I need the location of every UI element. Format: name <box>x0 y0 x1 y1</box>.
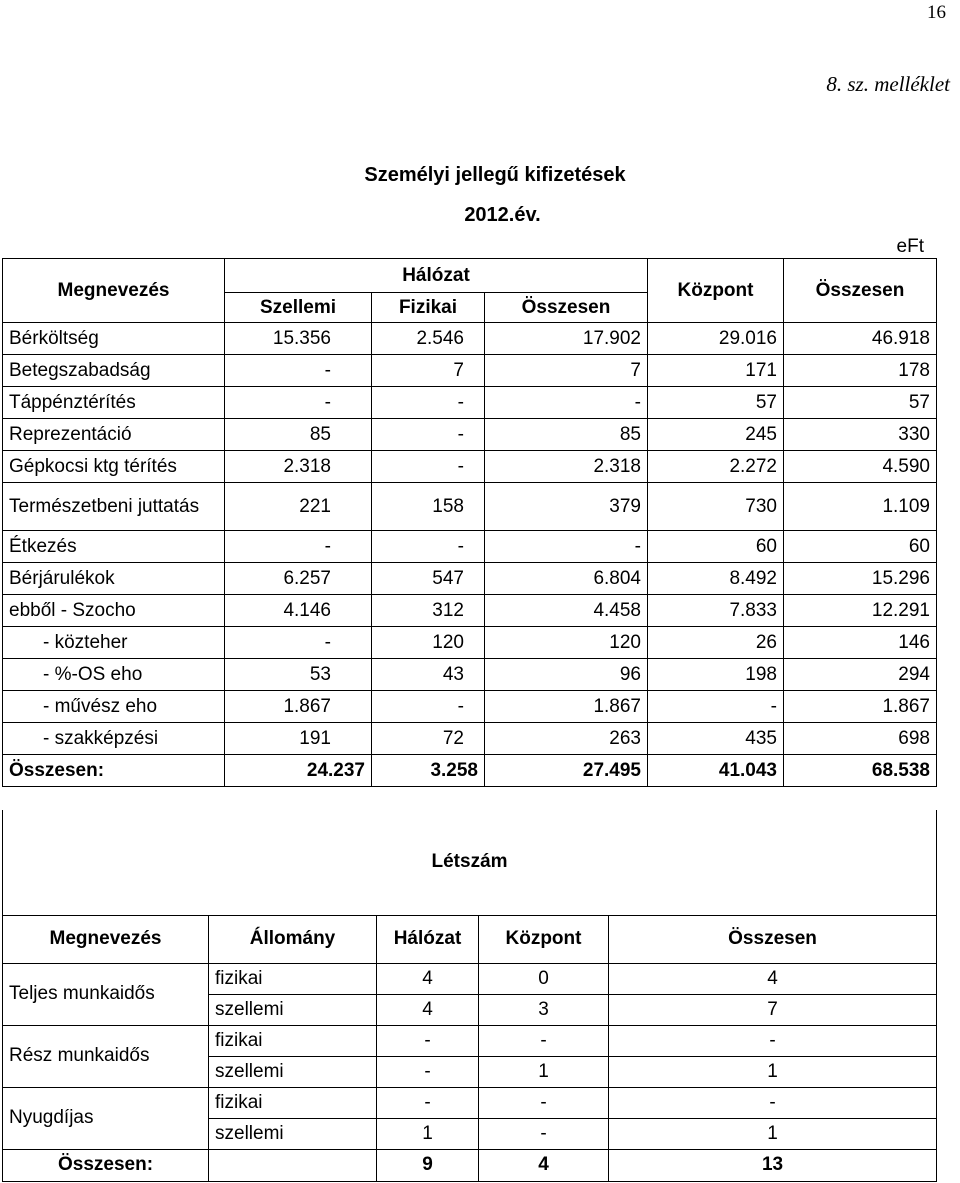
row-szellemi: 53 <box>225 659 372 691</box>
row-center: 245 <box>648 419 784 451</box>
row-name: Reprezentáció <box>3 419 225 451</box>
row-total: 60 <box>784 531 937 563</box>
row-network-total: 2.318 <box>485 451 648 483</box>
document-year: 2012.év. <box>464 204 541 226</box>
row-center: 8.492 <box>648 563 784 595</box>
row-name: - szakképzési <box>3 723 225 755</box>
hc-network: - <box>377 1025 479 1056</box>
hc-center: - <box>479 1087 609 1118</box>
row-center: 57 <box>648 387 784 419</box>
headcount-row <box>3 1025 937 1056</box>
headcount-title: Létszám <box>3 810 937 915</box>
header-network-total: Összesen <box>485 293 648 323</box>
row-center: 435 <box>648 723 784 755</box>
total-network: 27.495 <box>485 755 648 787</box>
hc-center: 1 <box>479 1056 609 1087</box>
row-center: 730 <box>648 483 784 531</box>
row-total: 178 <box>784 355 937 387</box>
header-network: Hálózat <box>225 259 648 293</box>
payments-row <box>3 563 937 595</box>
header-total: Összesen <box>784 259 937 323</box>
row-fizikai: - <box>372 387 485 419</box>
hc-total: 1 <box>609 1056 937 1087</box>
hc-header-network: Hálózat <box>377 915 479 963</box>
payments-row <box>3 659 937 691</box>
hc-type: szellemi <box>209 1118 377 1149</box>
row-total: 57 <box>784 387 937 419</box>
hc-total-center: 4 <box>479 1149 609 1181</box>
row-szellemi: 4.146 <box>225 595 372 627</box>
headcount-row <box>3 1087 937 1118</box>
row-total: 146 <box>784 627 937 659</box>
row-name: - %-OS eho <box>3 659 225 691</box>
row-network-total: 6.804 <box>485 563 648 595</box>
total-fizikai: 3.258 <box>372 755 485 787</box>
row-szellemi: 6.257 <box>225 563 372 595</box>
row-total: 1.867 <box>784 691 937 723</box>
payments-row <box>3 531 937 563</box>
row-name: - közteher <box>3 627 225 659</box>
payments-row <box>3 723 937 755</box>
row-network-total: 17.902 <box>485 323 648 355</box>
hc-total-network: 9 <box>377 1149 479 1181</box>
hc-header-type: Állomány <box>209 915 377 963</box>
row-center: 171 <box>648 355 784 387</box>
row-szellemi: 2.318 <box>225 451 372 483</box>
hc-group-name: Nyugdíjas <box>3 1087 209 1149</box>
row-network-total: 85 <box>485 419 648 451</box>
hc-type: szellemi <box>209 994 377 1025</box>
hc-center: - <box>479 1025 609 1056</box>
row-name: Betegszabadság <box>3 355 225 387</box>
row-network-total: 1.867 <box>485 691 648 723</box>
payments-table <box>2 258 937 787</box>
hc-header-total: Összesen <box>609 915 937 963</box>
row-szellemi: - <box>225 387 372 419</box>
row-center: 198 <box>648 659 784 691</box>
row-total: 330 <box>784 419 937 451</box>
row-total: 698 <box>784 723 937 755</box>
row-szellemi: 191 <box>225 723 372 755</box>
headcount-row <box>3 963 937 994</box>
row-fizikai: - <box>372 451 485 483</box>
hc-type: fizikai <box>209 963 377 994</box>
row-total: 46.918 <box>784 323 937 355</box>
payments-row <box>3 483 937 531</box>
hc-total: - <box>609 1025 937 1056</box>
hc-network: - <box>377 1056 479 1087</box>
row-name: Bérköltség <box>3 323 225 355</box>
row-network-total: 379 <box>485 483 648 531</box>
hc-header-center: Központ <box>479 915 609 963</box>
row-fizikai: 158 <box>372 483 485 531</box>
hc-total-type <box>209 1149 377 1181</box>
row-fizikai: - <box>372 691 485 723</box>
total-label: Összesen: <box>3 755 225 787</box>
page-number: 16 <box>927 2 946 23</box>
hc-center: - <box>479 1118 609 1149</box>
headcount-total-row <box>3 1149 937 1181</box>
row-network-total: - <box>485 387 648 419</box>
row-total: 1.109 <box>784 483 937 531</box>
row-szellemi: - <box>225 355 372 387</box>
row-fizikai: - <box>372 419 485 451</box>
row-fizikai: 7 <box>372 355 485 387</box>
hc-center: 0 <box>479 963 609 994</box>
row-szellemi: - <box>225 531 372 563</box>
appendix-label: 8. sz. melléklet <box>826 72 950 96</box>
payments-row <box>3 691 937 723</box>
hc-total: 4 <box>609 963 937 994</box>
row-name: Természetbeni juttatás <box>3 483 225 531</box>
hc-type: fizikai <box>209 1087 377 1118</box>
row-total: 4.590 <box>784 451 937 483</box>
total-all: 68.538 <box>784 755 937 787</box>
hc-total: 7 <box>609 994 937 1025</box>
row-total: 12.291 <box>784 595 937 627</box>
row-fizikai: 72 <box>372 723 485 755</box>
header-name: Megnevezés <box>3 259 225 323</box>
row-center: - <box>648 691 784 723</box>
row-total: 294 <box>784 659 937 691</box>
hc-total-label: Összesen: <box>3 1149 209 1181</box>
row-name: Táppénztérítés <box>3 387 225 419</box>
hc-network: 4 <box>377 994 479 1025</box>
hc-total: 1 <box>609 1118 937 1149</box>
header-center: Központ <box>648 259 784 323</box>
hc-network: 1 <box>377 1118 479 1149</box>
row-network-total: 7 <box>485 355 648 387</box>
row-fizikai: 547 <box>372 563 485 595</box>
row-name: - művész eho <box>3 691 225 723</box>
row-network-total: - <box>485 531 648 563</box>
row-szellemi: 1.867 <box>225 691 372 723</box>
payments-row <box>3 387 937 419</box>
row-center: 60 <box>648 531 784 563</box>
row-network-total: 96 <box>485 659 648 691</box>
header-intellectual: Szellemi <box>225 293 372 323</box>
payments-row <box>3 323 937 355</box>
row-fizikai: 120 <box>372 627 485 659</box>
hc-header-name: Megnevezés <box>3 915 209 963</box>
hc-group-name: Teljes munkaidős <box>3 963 209 1025</box>
payments-row <box>3 451 937 483</box>
row-center: 7.833 <box>648 595 784 627</box>
payments-row <box>3 355 937 387</box>
payments-row <box>3 595 937 627</box>
row-name: ebből - Szocho <box>3 595 225 627</box>
payments-row <box>3 627 937 659</box>
unit-label: eFt <box>896 236 924 257</box>
hc-group-name: Rész munkaidős <box>3 1025 209 1087</box>
row-fizikai: 43 <box>372 659 485 691</box>
hc-total: - <box>609 1087 937 1118</box>
row-center: 26 <box>648 627 784 659</box>
payments-total-row <box>3 755 937 787</box>
row-network-total: 263 <box>485 723 648 755</box>
row-szellemi: 85 <box>225 419 372 451</box>
row-szellemi: 15.356 <box>225 323 372 355</box>
hc-type: fizikai <box>209 1025 377 1056</box>
row-fizikai: 312 <box>372 595 485 627</box>
row-fizikai: 2.546 <box>372 323 485 355</box>
header-physical: Fizikai <box>372 293 485 323</box>
row-szellemi: 221 <box>225 483 372 531</box>
row-name: Bérjárulékok <box>3 563 225 595</box>
row-network-total: 120 <box>485 627 648 659</box>
hc-network: 4 <box>377 963 479 994</box>
row-network-total: 4.458 <box>485 595 648 627</box>
total-center: 41.043 <box>648 755 784 787</box>
hc-network: - <box>377 1087 479 1118</box>
row-szellemi: - <box>225 627 372 659</box>
row-total: 15.296 <box>784 563 937 595</box>
row-fizikai: - <box>372 531 485 563</box>
hc-center: 3 <box>479 994 609 1025</box>
row-center: 29.016 <box>648 323 784 355</box>
payments-row <box>3 419 937 451</box>
document-title: Személyi jellegű kifizetések <box>364 164 626 186</box>
row-center: 2.272 <box>648 451 784 483</box>
hc-total-all: 13 <box>609 1149 937 1181</box>
total-szellemi: 24.237 <box>225 755 372 787</box>
headcount-table <box>2 810 937 1182</box>
row-name: Étkezés <box>3 531 225 563</box>
hc-type: szellemi <box>209 1056 377 1087</box>
row-name: Gépkocsi ktg térítés <box>3 451 225 483</box>
